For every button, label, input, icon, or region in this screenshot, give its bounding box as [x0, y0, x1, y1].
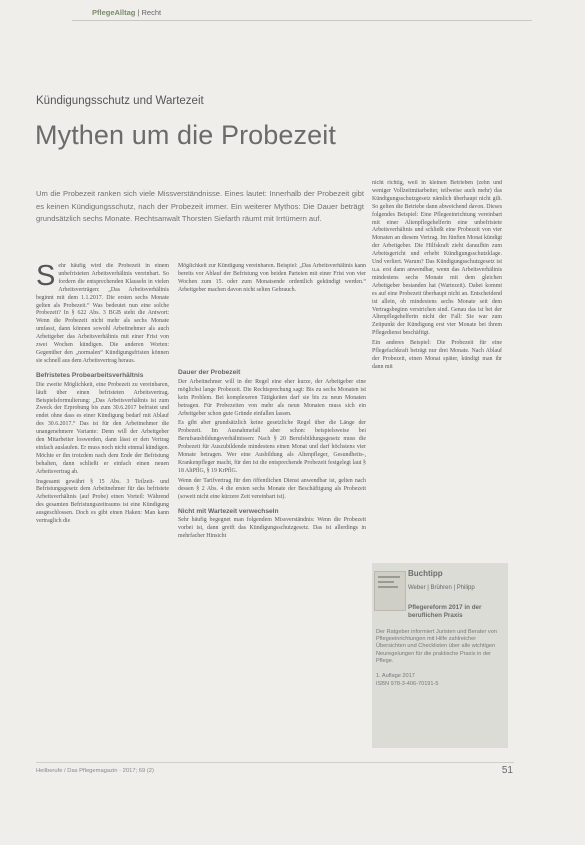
paragraph-text: ehr häufig wird die Probezeit in einem unbefristeten Arbeitsverhältnis vereinbart. So fordern die entsprechenden Klauseln in vielen Arbeitsverträgen: „Das Arbeitsverhältnis beginnt mit dem 1.1.2017. Die ersten sechs Monate gelten als Probezeit.“ Was bedeutet nun eine solche Probezeit? In § 622 Abs. 3 BGB steht die Antwort: Wenn die Probezeit nicht mehr als sechs Monate umfasst, dann können sowohl Arbeitnehmer als auch Arbeitgeber das Arbeitsverhältnis mit einer Frist von zwei Wochen kündigen. Die anderen Worten: Gegenüber den „normalen“ Kündigungsfristen können sie schnell aus dem Arbeitsvertrag heraus. — [36, 263, 169, 364]
text-column-1 — [36, 263, 169, 758]
subheading-wartezeit: Nicht mit Wartezeit verwechseln — [178, 507, 279, 515]
paragraph: Es gibt aber grundsätzlich keine gesetzliche Regel über die Länge der Probezeit. Im Ausnahmefall aber schon: beispielsweise bei Berufsausbildungsverhältnissen: Nach § 20 Berufsbildungsgesetz muss die Probezeit für Auszubildende mindestens einen Monat und darf höchstens vier Monate betragen. Wer eine Ausbildung als Altenpfleger, Gesundheits-, Krankenpfleger macht, für den ist die entsprechende Probezeit festgelegt laut § 18 AltPflG, § 19 KrPflG. — [178, 420, 366, 474]
book-title: Pflegereform 2017 in der beruflichen Praxis — [408, 604, 482, 619]
book-cover-image — [374, 571, 406, 611]
paragraph: Ein anderes Beispiel: Die Probezeit für eine Pflegefachkraft beträgt nur drei Monate. Nach Ablauf der Probezeit, einen Monat später, kündigt man ihr dann mit — [372, 340, 502, 370]
article-kicker: Kündigungsschutz und Wartezeit — [36, 95, 204, 107]
header-category: PflegeAlltag — [92, 8, 136, 17]
book-meta — [376, 673, 439, 688]
header-rule — [72, 20, 532, 21]
paragraph: Sehr häufig begegnet man folgendem Missverständnis: Wenn die Probezeit vorbei ist, dann greift das Kündigungsschutzgesetz. Das ist allerdings in mehrfacher Hinsicht — [178, 517, 366, 540]
book-description: Der Ratgeber informiert Juristen und Berater von Pflegeeinrichtungen mit Hilfe zahlreicher Übersichten und Checklisten über alle wichtigen Neuregelungen für die praktische Praxis in der Pflege. — [376, 629, 497, 664]
footer-journal: Heilberufe / Das Pflegemagazin · 2017; 69 (2) — [36, 768, 154, 774]
cover-line — [378, 586, 398, 588]
book-tip-label: Buchtipp — [408, 569, 443, 578]
subheading-probearbeitsverhaeltnis: Befristetes Probearbeitsverhältnis — [36, 371, 144, 379]
paragraph — [36, 263, 169, 366]
text-column-3 — [372, 180, 502, 580]
paragraph: nicht richtig, weil in kleinen Betrieben (zehn und weniger Vollzeitmitarbeiter, teilweise auch mehr) das Kündigungsschutzgesetz nämlich überhaupt nicht gilt. So gelten die Betriebe dann abweichend davon. Dieses folgendes Beispiel: Eine Pflegeeinrichtung vereinbart mit einer Altenpflegehelferin eine unbefristete Arbeitsverhältnis und schließt eine Probezeit von vier Monaten an diesem Vertrag. Im fünften Monat kündigt der Arbeitgeber. Die Hilfskraft zieht daraufhin zum Arbeitsgericht und erhebt Kündigungsschutzklage. Und verliert. Warum? Das Kündigungsschutzgesetz ist u.a. erst dann anwendbar, wenn das Arbeitsverhältnis mindestens sechs Monate mit dem gleichen Arbeitgeber bestanden hat (Wartezeit). Dabei kommt es auf eine Probezeit überhaupt nicht an. Entscheidend ist allein, ob mindestens sechs Monate seit dem Vertragsbeginn verstrichen sind. Genau das ist bei der Altenpflegehelferin nicht der Fall: Sie war zum Zeitpunkt der Kündigung erst vier Monate bei ihrem Pflegedienst beschäftigt. — [372, 180, 502, 337]
drop-cap: S — [36, 263, 56, 292]
cover-line — [378, 576, 400, 578]
paragraph: Möglichkeit zur Kündigung vereinbaren. Beispiel: „Das Arbeitsverhältnis kann bereits vor Ablauf der Befristung von beiden Parteien mit einer Frist von vier Wochen zum 15. oder zum Monatsende ordentlich gekündigt werden.“ Arbeitgeber machen davon nicht selten Gebrauch. — [178, 263, 366, 293]
page-number: 51 — [501, 765, 513, 776]
article-lead: Um die Probezeit ranken sich viele Missverständnisse. Eines lautet: Innerhalb der Probezeit gibt es keinen Kündigungsschutz, nach der Probezeit immer. Ein weiterer Mythos: Die Dauer beträgt grundsätzlich sechs Monate. Rechtsanwalt Thorsten Siefarth räumt mit Irrtümern auf. — [36, 189, 364, 223]
book-tip-box — [372, 563, 508, 748]
book-authors: Weber | Brühren | Philipp — [408, 585, 475, 591]
text-column-2 — [178, 263, 366, 763]
book-isbn: ISBN 978-3-406-70191-5 — [376, 680, 439, 687]
footer-rule — [36, 762, 514, 763]
paragraph: Die zweite Möglichkeit, eine Probezeit zu vereinbaren, läuft über einen befristeten Arbeitsvertrag. Beispielsformulierung: „Das Arbeitsverhältnis ist zum Zweck der Erprobung bis zum 30.6.2017 befristet und endet ohne dass es einer Kündigung bedarf mit Ablauf des 30.6.2017.“ Das ist für den Arbeitnehmer die unangenehmere Variante: Denn will der Arbeitgeber den Mitarbeiter loswerden, dann lässt er den Vertrag einfach auslaufen. Er muss noch nicht einmal kündigen. Möchte er ihn trotzdem nach dem Ende der Befristung behalten, dann schließt er einfach einen neuen Arbeitsvertrag ab. — [36, 381, 169, 475]
subheading-dauer: Dauer der Probezeit — [178, 369, 241, 376]
header-separator: | — [137, 8, 140, 17]
paragraph: Der Arbeitnehmer will in der Regel eine eher kurze, der Arbeitgeber eine möglichst lange Probezeit. Die Rechtsprechung sagt: Bis zu sechs Monaten ist kein Problem. Bei komplexeren Tätigkeiten darf sie bis zu neun Monaten betragen. Für Probezeiten von mehr als neun Monaten muss sich ein Arbeitgeber schon gute Gründe einfallen lassen. — [178, 378, 366, 417]
book-edition: 1. Auflage 2017 — [376, 673, 415, 679]
paragraph: Insgesamt gewährt § 15 Abs. 3 Teilzeit- und Befristungsgesetz dem Arbeitnehmer für das befristete Arbeitsverhältnis (auf Probe) einen Vorteil: Während des gesamten Befristungszeitraums ist eine Kündigung ausgeschlossen. Doch es gibt einen Haken: Man kann vertraglich die — [36, 478, 169, 525]
running-header — [92, 8, 161, 17]
header-section: Recht — [141, 8, 162, 17]
article-title: Mythen um die Probezeit — [35, 120, 336, 150]
cover-line — [378, 581, 394, 583]
paragraph: Wenn der Tarifvertrag für den öffentlichen Dienst anwendbar ist, gelten nach dessen § 2 Abs. 4 die ersten sechs Monate der Beschäftigung als Probezeit (soweit nicht eine kürzere Zeit vereinbart ist). — [178, 477, 366, 500]
